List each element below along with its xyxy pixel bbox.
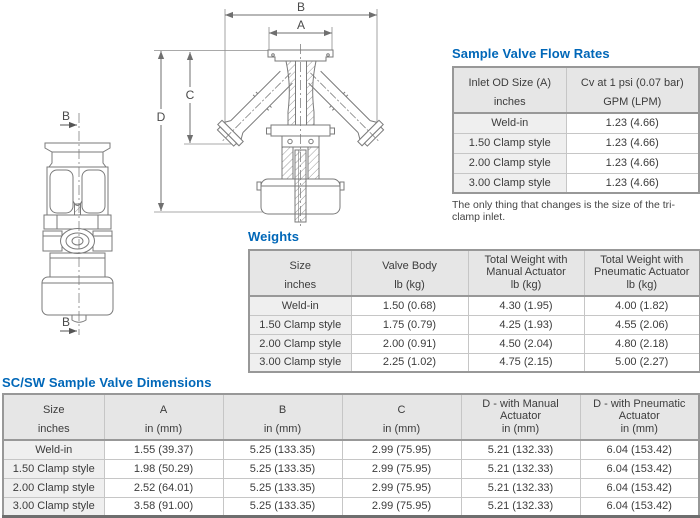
row-label: 3.00 Clamp style <box>249 353 351 372</box>
column-header <box>453 67 566 113</box>
table-cell: 2.99 (75.95) <box>342 459 461 478</box>
valve-cross-section-drawing <box>140 0 445 228</box>
column-header-label: A <box>159 404 168 416</box>
table-cell: 1.23 (4.66) <box>566 173 699 193</box>
table-row <box>453 173 699 193</box>
column-header-units: in (mm) <box>144 423 183 435</box>
column-header-label: Inlet OD Size (A) <box>468 77 552 89</box>
table-cell: 4.75 (2.15) <box>468 353 584 372</box>
column-header-label: Cv at 1 psi (0.07 bar) <box>580 77 684 89</box>
column-header <box>461 394 580 440</box>
flow-rates-section <box>452 47 698 223</box>
row-label: 2.00 Clamp style <box>249 334 351 353</box>
column-header <box>468 250 584 296</box>
flow-rates-table <box>452 66 700 194</box>
table-row <box>249 315 700 334</box>
table-cell: 2.25 (1.02) <box>351 353 468 372</box>
table-cell: 1.98 (50.29) <box>104 459 223 478</box>
column-header-label: Size <box>43 404 65 416</box>
column-header <box>566 67 699 113</box>
column-header-units: in (mm) <box>382 423 421 435</box>
table-cell: 3.58 (91.00) <box>104 497 223 516</box>
table-row <box>249 353 700 372</box>
column-header <box>249 250 351 296</box>
column-header-units: lb (kg) <box>510 279 542 291</box>
table-row <box>3 459 699 478</box>
section-label-b-top: B <box>61 109 71 123</box>
dimensions-section <box>2 376 698 518</box>
table-row <box>453 153 699 173</box>
row-label: 1.50 Clamp style <box>249 315 351 334</box>
weights-section <box>248 230 699 373</box>
column-header <box>342 394 461 440</box>
column-header-units: in (mm) <box>263 423 302 435</box>
row-label: Weld-in <box>249 296 351 315</box>
table-cell: 5.21 (132.33) <box>461 497 580 516</box>
table-cell: 4.55 (2.06) <box>584 315 700 334</box>
column-header-units: lb (kg) <box>626 279 658 291</box>
column-header <box>104 394 223 440</box>
weights-table <box>248 249 700 373</box>
column-header-units: inches <box>284 279 317 291</box>
column-header <box>351 250 468 296</box>
table-row <box>3 497 699 516</box>
column-header-label: C <box>397 404 406 416</box>
table-row <box>249 334 700 353</box>
column-header-label: Total Weight with Pneumatic Actuator <box>594 254 690 278</box>
table-cell: 4.30 (1.95) <box>468 296 584 315</box>
valve-body-outline <box>212 44 389 226</box>
table-cell: 1.23 (4.66) <box>566 153 699 173</box>
column-header-units: GPM (LPM) <box>603 96 662 108</box>
table-cell: 5.21 (132.33) <box>461 478 580 497</box>
table-row <box>453 113 699 133</box>
table-row <box>3 440 699 459</box>
column-header-units: inches <box>493 96 526 108</box>
dimensions-title: SC/SW Sample Valve Dimensions <box>2 375 212 390</box>
flow-rates-note: The only thing that changes is the size of the tri-clamp inlet. <box>452 199 675 223</box>
table-cell: 1.23 (4.66) <box>566 133 699 153</box>
column-header-label: D - with Manual Actuator <box>482 398 559 422</box>
column-header-label: Valve Body <box>382 260 437 272</box>
table-cell: 4.50 (2.04) <box>468 334 584 353</box>
valve-side-view-drawing <box>5 105 155 340</box>
section-label-b-bottom: B <box>61 315 71 329</box>
weights-title: Weights <box>248 229 300 244</box>
row-label: 1.50 Clamp style <box>453 133 566 153</box>
table-cell: 6.04 (153.42) <box>580 478 699 497</box>
table-row <box>249 296 700 315</box>
dim-label-b: B <box>296 0 306 14</box>
table-cell: 6.04 (153.42) <box>580 459 699 478</box>
column-header-label: Size <box>289 260 311 272</box>
table-cell: 2.00 (0.91) <box>351 334 468 353</box>
table-cell: 5.25 (133.35) <box>223 478 342 497</box>
row-label: Weld-in <box>453 113 566 133</box>
row-label: 3.00 Clamp style <box>3 497 104 516</box>
table-cell: 2.99 (75.95) <box>342 497 461 516</box>
table-cell: 5.25 (133.35) <box>223 440 342 459</box>
table-cell: 1.55 (39.37) <box>104 440 223 459</box>
column-header <box>3 394 104 440</box>
row-label: 2.00 Clamp style <box>3 478 104 497</box>
column-header-units: inches <box>37 423 70 435</box>
table-cell: 1.50 (0.68) <box>351 296 468 315</box>
table-cell: 2.52 (64.01) <box>104 478 223 497</box>
table-cell: 5.00 (2.27) <box>584 353 700 372</box>
dim-label-c: C <box>185 88 195 102</box>
dim-label-a: A <box>296 18 306 32</box>
column-header-units: in (mm) <box>620 423 658 435</box>
row-label: 1.50 Clamp style <box>3 459 104 478</box>
table-cell: 1.75 (0.79) <box>351 315 468 334</box>
table-row <box>3 478 699 497</box>
column-header-label: B <box>278 404 287 416</box>
column-header-label: Total Weight with Manual Actuator <box>484 254 568 278</box>
column-header <box>223 394 342 440</box>
table-cell: 4.25 (1.93) <box>468 315 584 334</box>
flow-rates-title: Sample Valve Flow Rates <box>452 46 610 61</box>
column-header-label: D - with Pneumatic Actuator <box>593 398 686 422</box>
table-cell: 2.99 (75.95) <box>342 440 461 459</box>
side-valve-outline <box>42 113 113 335</box>
table-cell: 5.25 (133.35) <box>223 497 342 516</box>
table-cell: 2.99 (75.95) <box>342 478 461 497</box>
table-cell: 4.00 (1.82) <box>584 296 700 315</box>
column-header <box>584 250 700 296</box>
row-label: Weld-in <box>3 440 104 459</box>
dimensions-table <box>2 393 700 518</box>
table-cell: 6.04 (153.42) <box>580 440 699 459</box>
table-cell: 5.25 (133.35) <box>223 459 342 478</box>
column-header-units: lb (kg) <box>394 279 425 291</box>
table-cell: 5.21 (132.33) <box>461 459 580 478</box>
table-cell: 5.21 (132.33) <box>461 440 580 459</box>
row-label: 2.00 Clamp style <box>453 153 566 173</box>
dim-label-d: D <box>156 110 166 124</box>
table-cell: 4.80 (2.18) <box>584 334 700 353</box>
table-row <box>453 133 699 153</box>
column-header-units: in (mm) <box>501 423 540 435</box>
table-cell: 1.23 (4.66) <box>566 113 699 133</box>
table-cell: 6.04 (153.42) <box>580 497 699 516</box>
column-header <box>580 394 699 440</box>
row-label: 3.00 Clamp style <box>453 173 566 193</box>
